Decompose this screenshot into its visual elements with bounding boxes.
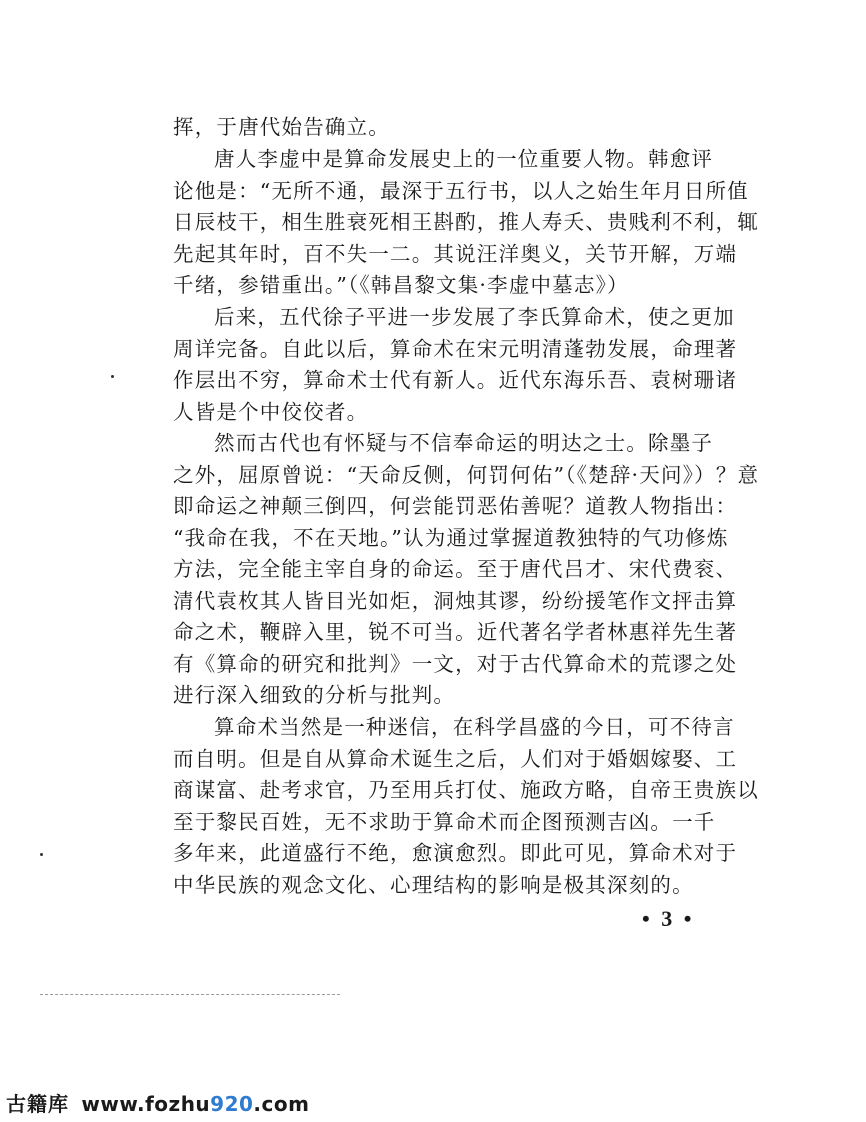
text-line: 商谋富、赴考求官，乃至用兵打仗、施政方略，自帝王贵族以	[173, 778, 759, 802]
text-line: 周详完备。自此以后，算命术在宋元明清蓬勃发展，命理著	[173, 336, 738, 361]
text-line: 进行深入细致的分析与批判。	[173, 683, 456, 707]
paragraph-5	[173, 712, 759, 901]
text-line: 至于黎民百姓，无不求助于算命术而企图预测吉凶。一千	[173, 809, 716, 834]
paragraph-1	[173, 112, 713, 144]
text-line: 中华民族的观念文化、心理结构的影响是极其深刻的。	[173, 872, 694, 897]
text-line: 后来，五代徐子平进一步发展了李氏算命术，使之更加	[214, 305, 735, 329]
text-line: “我命在我，不在天地。”认为通过掌握道教独特的气功修炼	[173, 525, 729, 550]
watermark-url-suffix: .com	[253, 1092, 310, 1116]
text-line: 唐人李虚中是算命发展史上的一位重要人物。韩愈评	[214, 147, 714, 171]
text-line: 日辰枝干，相生胜衰死相王斟酌，推人寿夭、贵贱利不利，辄	[173, 210, 759, 234]
watermark-url-prefix: www.fozhu	[81, 1092, 211, 1116]
text-line: 千绪，参错重出。”（《韩昌黎文集·李虚中墓志》）	[173, 273, 629, 297]
text-line: 而自明。但是自从算命术诞生之后，人们对于婚姻嫁娶、工	[173, 746, 738, 771]
paragraph-4	[173, 428, 760, 712]
text-line: 多年来，此道盛行不绝，愈演愈烈。即此可见，算命术对于	[173, 841, 738, 865]
text-line: 之外，屈原曾说：“天命反侧，何罚何佑”（《楚辞·天问》）？意	[173, 462, 760, 487]
text-line: 命之术，鞭辟入里，锐不可当。近代著名学者林惠祥先生著	[173, 620, 738, 644]
text-line: 作层出不穷，算命术士代有新人。近代东海乐吾、袁树珊诸	[173, 368, 738, 392]
text-line: 人皆是个中佼佼者。	[173, 399, 369, 424]
text-line: 论他是：“无所不通，最深于五行书，以人之始生年月日所值	[173, 178, 749, 203]
text-line: 有《算命的研究和批判》一文，对于古代算命术的荒谬之处	[173, 651, 738, 676]
scan-speck	[40, 853, 43, 856]
text-line: 即命运之神颠三倒四，何尝能罚恶佑善呢？道教人物指出：	[173, 494, 738, 518]
text-line: 清代袁枚其人皆目光如炬，洞烛其谬，纷纷援笔作文抨击算	[173, 588, 738, 613]
watermark-url-highlight: 920	[210, 1092, 254, 1116]
text-line: 算命术当然是一种迷信，在科学昌盛的今日，可不待言	[214, 715, 735, 739]
scan-artifact-line	[40, 994, 340, 995]
watermark-url[interactable]	[81, 1092, 309, 1116]
paragraph-2	[173, 144, 759, 302]
text-line: 方法，完全能主宰自身的命运。至于唐代吕才、宋代费衮、	[173, 557, 738, 581]
page-number: • 3 •	[642, 906, 695, 931]
text-line: 先起其年时，百不失一二。其说汪洋奥义，关节开解，万端	[173, 241, 738, 266]
site-watermark	[6, 1088, 309, 1117]
scan-speck	[111, 375, 114, 378]
paragraph-3	[173, 302, 738, 428]
text-line: 然而古代也有怀疑与不信奉命运的明达之士。除墨子	[214, 431, 714, 455]
text-line: 挥，于唐代始告确立。	[173, 115, 390, 139]
watermark-site-name: 古籍库	[6, 1092, 69, 1116]
